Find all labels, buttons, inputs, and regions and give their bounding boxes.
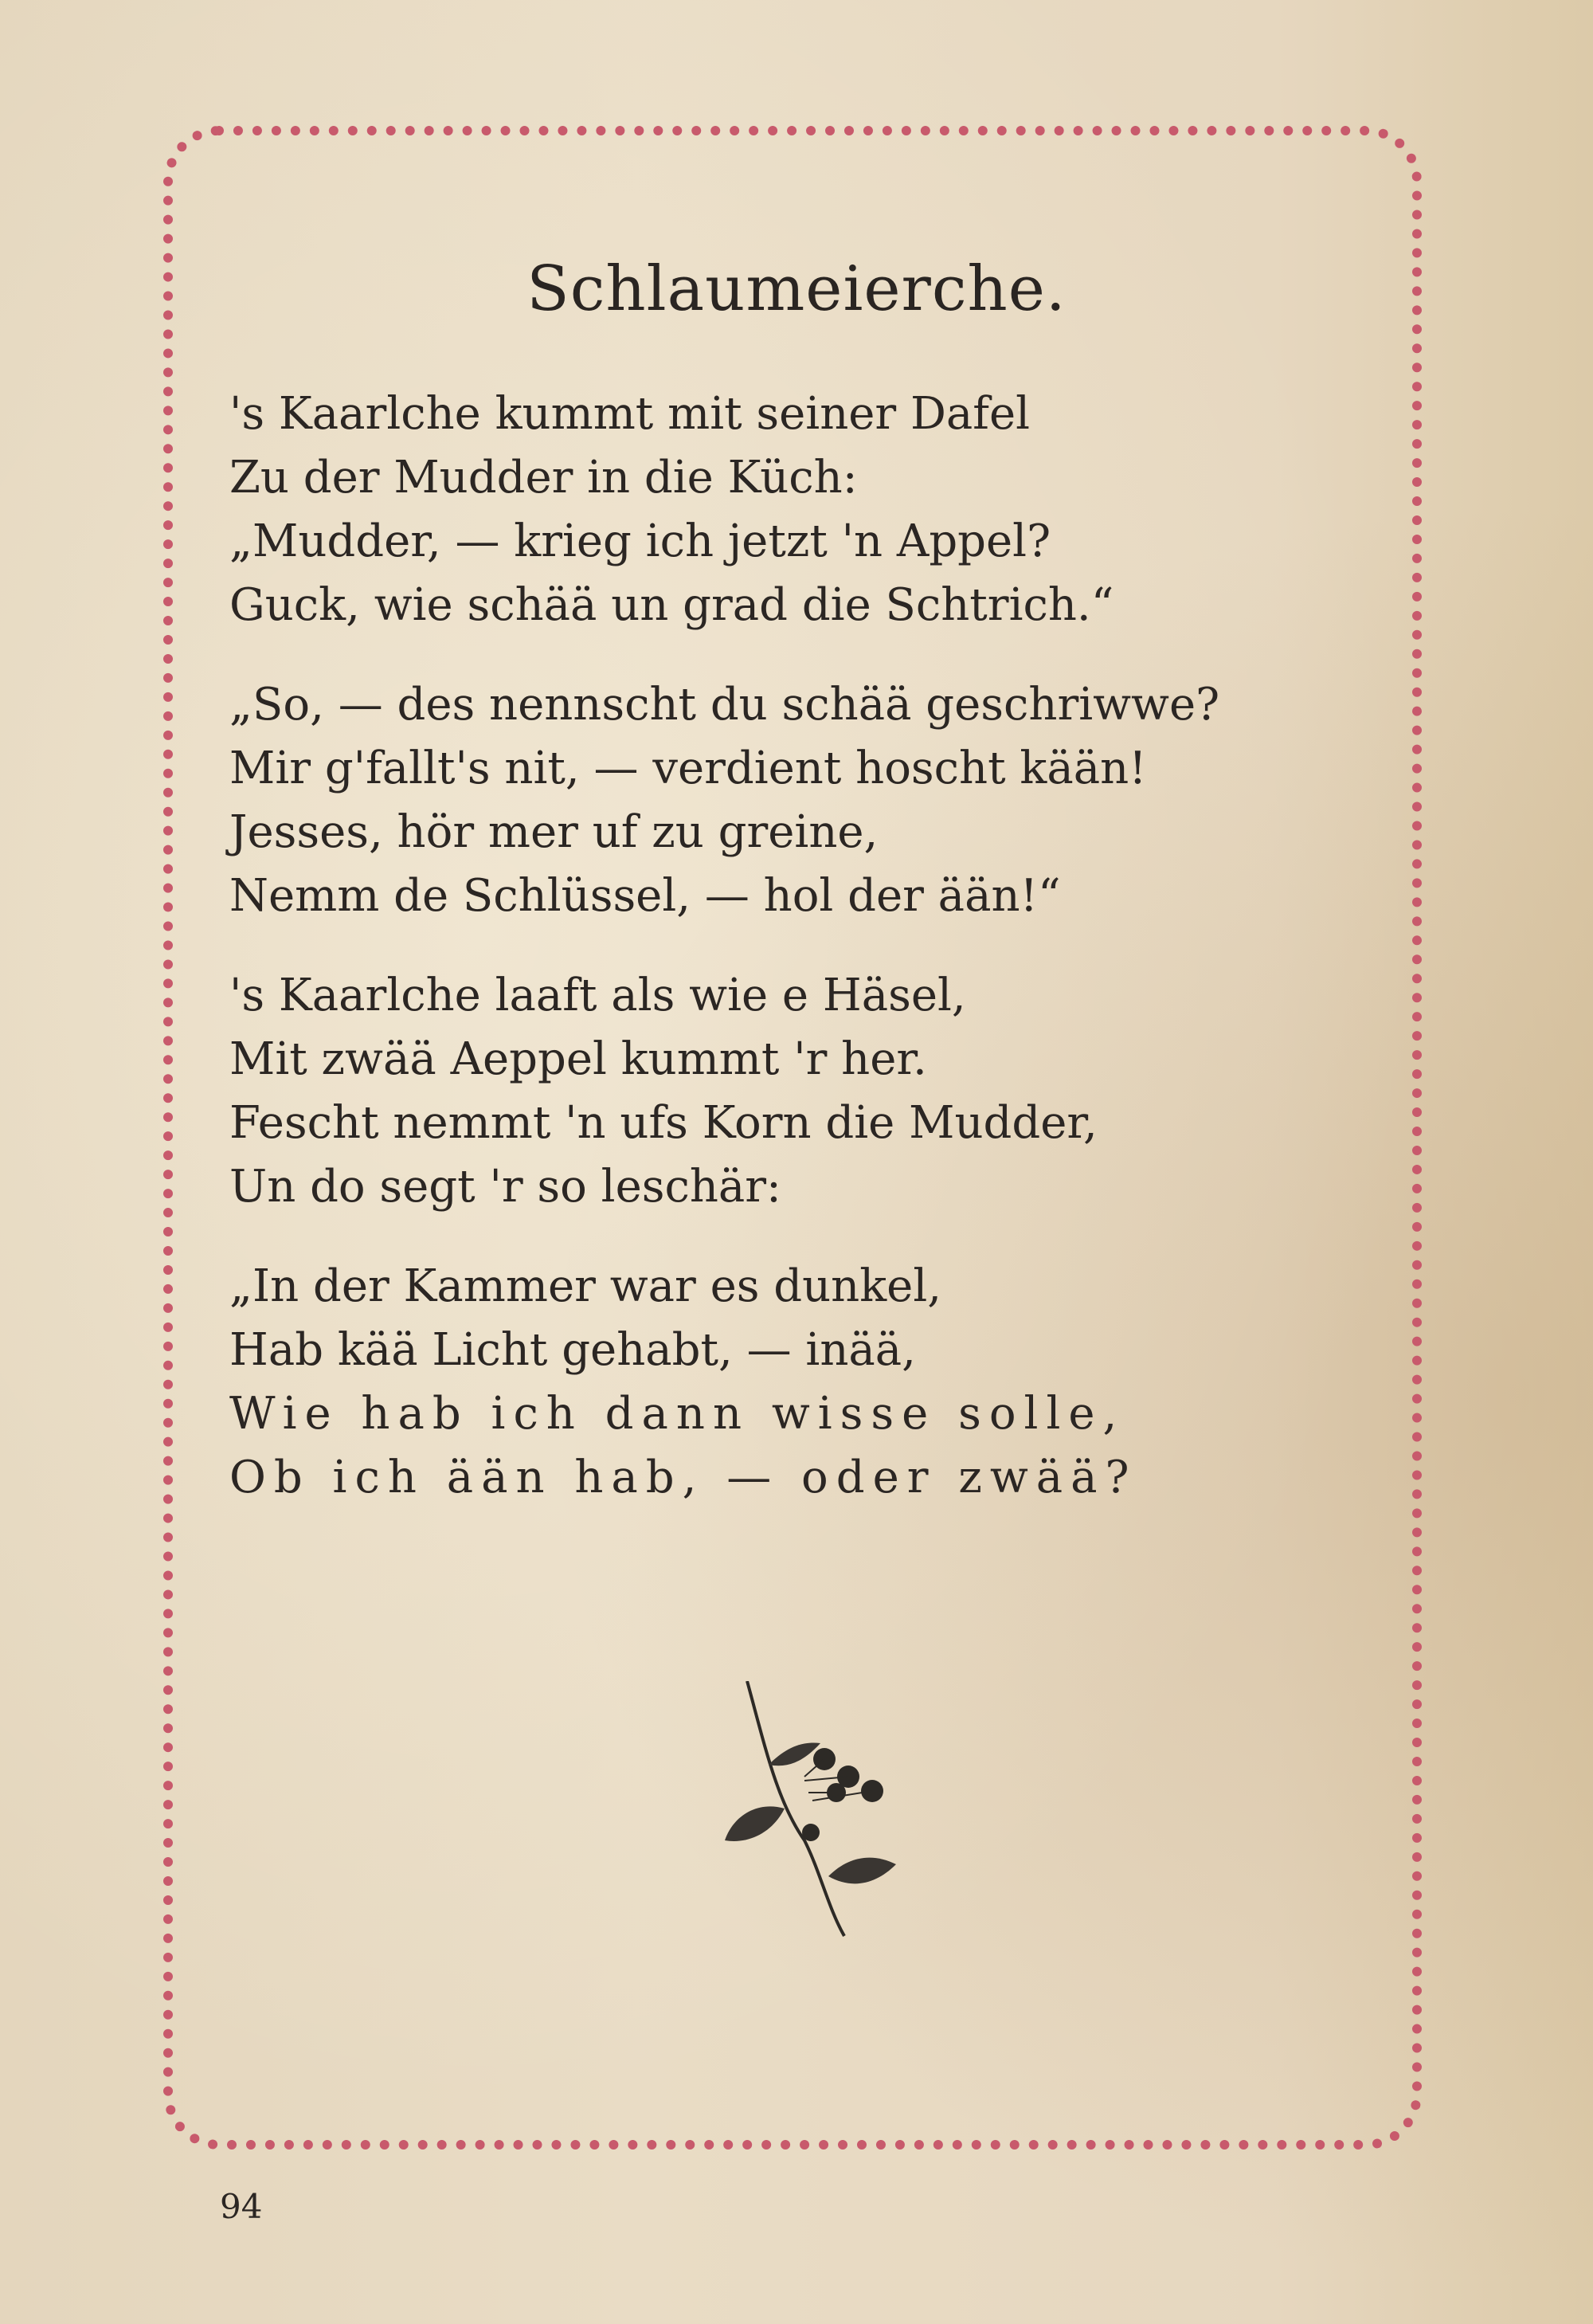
berry-branch-ornament-icon: [709, 1681, 916, 1944]
verse-line: Zu der Mudder in die Küch:: [229, 452, 858, 504]
poem-body: [229, 382, 1424, 1546]
verse-line: 's Kaarlche kummt mit seiner Dafel: [229, 388, 1031, 440]
verse-line: „So, — des nennscht du schää geschriwwe?: [229, 679, 1220, 731]
poem-title: Schlaumeierche.: [526, 253, 1067, 325]
verse-line: Guck, wie schää un grad die Schtrich.“: [229, 579, 1114, 631]
verse-line: Mit zwää Aeppel kummt 'r her.: [229, 1033, 927, 1085]
verse-line: Hab kää Licht gehabt, — inää,: [229, 1324, 916, 1376]
verse-line: Wie hab ich dann wisse solle,: [229, 1388, 1125, 1440]
stanza-3: [229, 964, 1424, 1219]
stanza-4: [229, 1255, 1424, 1510]
page-number: 94: [220, 2187, 263, 2226]
verse-line: Un do segt 'r so leschär:: [229, 1161, 781, 1213]
verse-line: „Mudder, — krieg ich jetzt 'n Appel?: [229, 515, 1051, 567]
verse-line: Mir g'fallt's nit, — verdient hoscht kään!: [229, 743, 1147, 794]
verse-line: Fescht nemmt 'n ufs Korn die Mudder,: [229, 1097, 1098, 1149]
verse-line: Jesses, hör mer uf zu greine,: [229, 806, 879, 858]
stanza-2: [229, 673, 1424, 928]
verse-line: Nemm de Schlüssel, — hol der ään!“: [229, 870, 1061, 922]
stanza-1: [229, 382, 1424, 637]
verse-line: „In der Kammer war es dunkel,: [229, 1260, 942, 1312]
verse-line: Ob ich ään hab, — oder zwää?: [229, 1452, 1137, 1503]
verse-line: 's Kaarlche laaft als wie e Häsel,: [229, 970, 966, 1021]
